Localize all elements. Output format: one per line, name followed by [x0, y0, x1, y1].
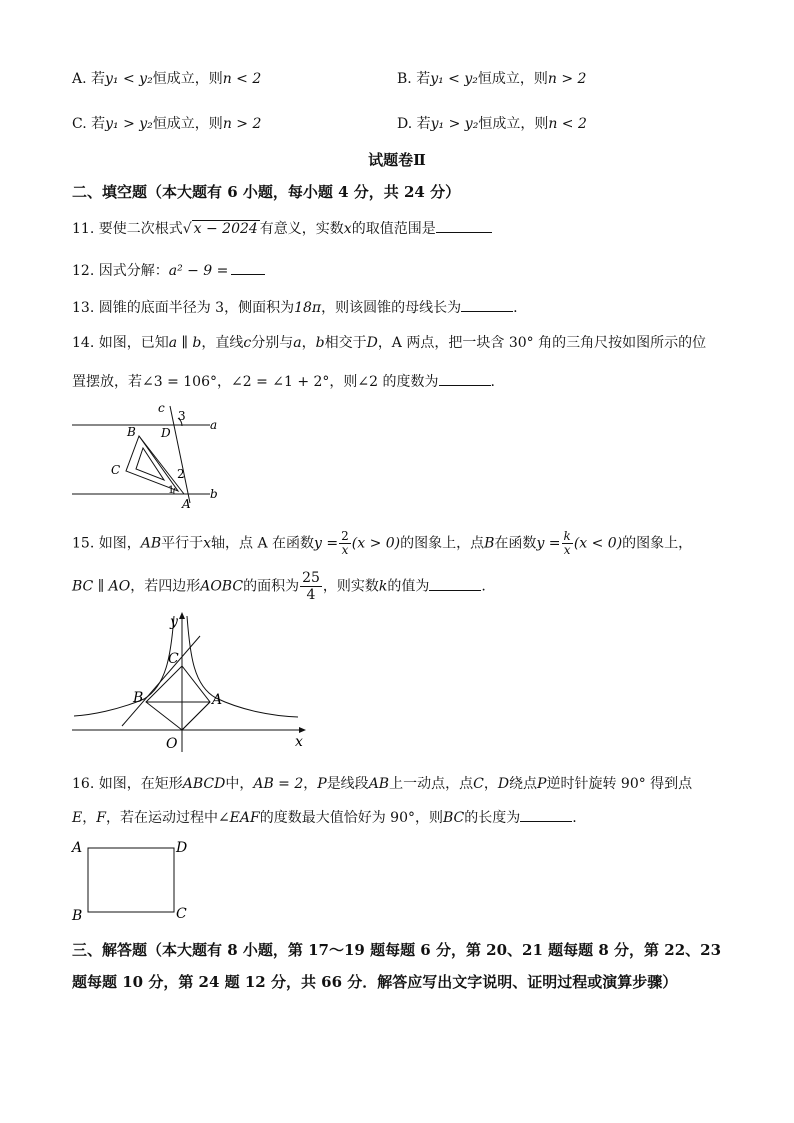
- triangle-inner: [136, 448, 164, 480]
- label-x: x: [295, 734, 303, 750]
- triangle-outer: [126, 436, 178, 491]
- label-B: B: [127, 425, 136, 439]
- fraction-25-over-4: $\frac{25}{4}$: [302, 570, 320, 603]
- option-a: A. 若y₁ < y₂恒成立，则n < 2: [72, 71, 262, 87]
- section-2-heading: 二、填空题（本大题有 6 小题，每小题 4 分，共 24 分）: [72, 183, 461, 201]
- label-1: 1: [168, 485, 175, 496]
- label-y: y: [170, 614, 178, 630]
- answer-blank-12[interactable]: [231, 259, 265, 275]
- question-16-line-2: E，F，若在运动过程中∠EAF的度数最大值恰好为 90°，则BC的长度为 .: [72, 806, 577, 828]
- section-3-heading-line-1: 三、解答题（本大题有 8 小题，第 17～19 题每题 6 分，第 20、21 题每题 8 分，第 22、23: [72, 941, 722, 959]
- segment-oa: [182, 702, 210, 730]
- figure-14-parallel-lines: [60, 398, 230, 514]
- label-3: 3: [178, 409, 186, 423]
- label-D: D: [176, 840, 188, 856]
- x-axis-arrow: [299, 727, 306, 733]
- figure-16-rectangle: [68, 836, 198, 924]
- question-15-line-2: BC ∥ AO，若四边形AOBC的面积为 $\frac{25}{4}$ ，则实数k的值为 .: [72, 570, 486, 603]
- option-c: C. 若y₁ > y₂恒成立，则n > 2: [72, 116, 262, 132]
- segment-ba: [139, 436, 184, 494]
- label-A: A: [212, 692, 223, 708]
- answer-blank-16[interactable]: [520, 806, 572, 822]
- label-B: B: [72, 908, 83, 924]
- y-axis-arrow: [179, 612, 185, 619]
- question-16-line-1: 16. 如图，在矩形ABCD中，AB = 2，P是线段AB上一动点，点C，D绕点P逆时针旋转 90° 得到点: [72, 776, 693, 792]
- question-15-line-1: 15. 如图，AB平行于x轴，点 A 在函数y = $\frac{2}{x}$ (x > 0)的图象上，点B在函数y = $\frac{k}{x}$ (x < 0)的图象上，: [72, 529, 693, 557]
- question-12: 12. 因式分解：a² − 9 =: [72, 259, 265, 281]
- label-D: D: [161, 426, 171, 440]
- radical-expression: x − 2024: [193, 221, 258, 237]
- paper-title: 试题卷Ⅱ: [368, 151, 426, 169]
- label-C: C: [168, 651, 179, 667]
- label-a: a: [210, 418, 218, 432]
- quadrilateral-aobc: [146, 666, 210, 730]
- question-14-line-2: 置摆放，若∠3 = 106°，∠2 = ∠1 + 2°，则∠2 的度数为 .: [72, 370, 495, 392]
- answer-blank-11[interactable]: [436, 217, 492, 233]
- label-b: b: [210, 487, 218, 501]
- label-A: A: [72, 840, 83, 856]
- answer-blank-14[interactable]: [439, 370, 491, 386]
- label-A: A: [182, 497, 191, 511]
- figure-15-graph: [66, 606, 316, 756]
- answer-blank-13[interactable]: [461, 296, 513, 312]
- option-d: D. 若y₁ > y₂恒成立，则n < 2: [397, 116, 587, 132]
- line-bc: [122, 636, 200, 726]
- label-2: 2: [177, 467, 185, 481]
- label-c: c: [158, 401, 165, 415]
- label-C: C: [176, 906, 187, 922]
- question-13: 13. 圆锥的底面半径为 3，侧面积为18π，则该圆锥的母线长为 .: [72, 296, 518, 318]
- option-b: B. 若y₁ < y₂恒成立，则n > 2: [397, 71, 587, 87]
- rectangle-abcd: [88, 848, 174, 912]
- label-C: C: [111, 463, 121, 477]
- label-B: B: [133, 690, 144, 706]
- question-14-line-1: 14. 如图，已知a ∥ b，直线c分别与a，b相交于D，A 两点，把一块含 30° 角的三角尺按如图所示的位: [72, 335, 707, 351]
- hyperbola-left: [74, 616, 174, 716]
- fraction-2-over-x: $\frac{2}{x}$: [341, 529, 349, 557]
- section-3-heading-line-2: 题每题 10 分，第 24 题 12 分，共 66 分．解答应写出文字说明、证明过程或演算步骤）: [72, 973, 678, 991]
- answer-blank-15[interactable]: [429, 575, 481, 591]
- label-O: O: [166, 736, 178, 752]
- question-11: 11. 要使二次根式√ x − 2024 有意义，实数x的取值范围是: [72, 217, 492, 239]
- fraction-k-over-x: $\frac{k}{x}$: [563, 529, 571, 557]
